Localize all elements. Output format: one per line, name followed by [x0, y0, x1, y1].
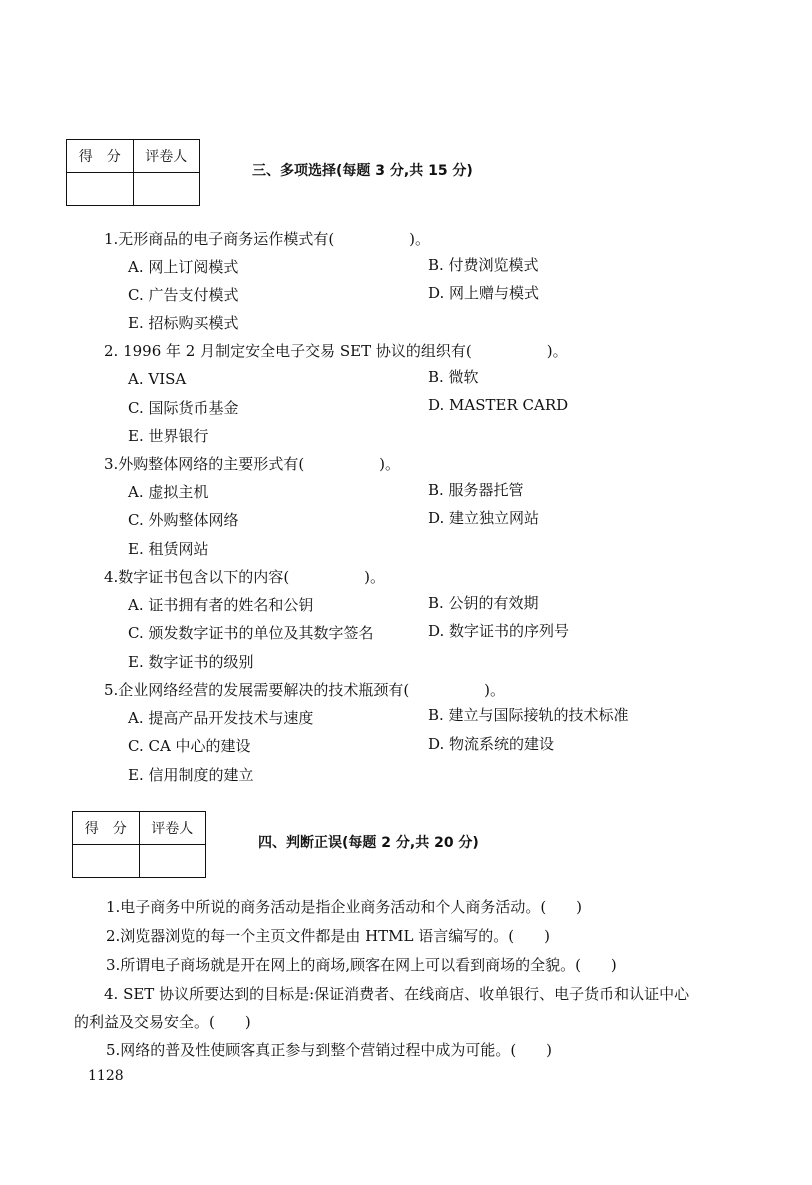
score-cell[interactable] [67, 173, 134, 206]
option: A. 虚拟主机 [128, 483, 209, 501]
option: E. 数字证书的级别 [128, 653, 254, 671]
option: A. 证书拥有者的姓名和公钥 [128, 596, 314, 614]
score-table-section4 [72, 811, 206, 878]
judgment-item: 5.网络的普及性使顾客真正参与到整个营销过程中成为可能。( ) [106, 1041, 553, 1059]
option: D. 建立独立网站 [428, 509, 540, 527]
option: E. 租赁网站 [128, 540, 209, 558]
grader-cell[interactable] [133, 173, 199, 206]
option: B. 付费浏览模式 [428, 256, 539, 274]
option: C. 外购整体网络 [128, 511, 239, 529]
option: D. 数字证书的序列号 [428, 622, 570, 640]
grader-header: 评卷人 [133, 140, 199, 173]
judgment-item: 3.所谓电子商场就是开在网上的商场,顾客在网上可以看到商场的全貌。( ) [106, 956, 617, 974]
option: B. 微软 [428, 368, 479, 386]
grader-cell[interactable] [139, 845, 205, 878]
judgment-item: 4. SET 协议所要达到的目标是:保证消费者、在线商店、收单银行、电子货币和认证中心 [104, 985, 690, 1003]
score-header: 得 分 [67, 140, 134, 173]
judgment-item-continued: 的利益及交易安全。( ) [74, 1013, 251, 1031]
question-stem: 2. 1996 年 2 月制定安全电子交易 SET 协议的组织有( )。 [104, 342, 568, 360]
option: C. CA 中心的建设 [128, 737, 251, 755]
grader-header: 评卷人 [139, 812, 205, 845]
option: A. 提高产品开发技术与速度 [128, 709, 314, 727]
question-stem: 4.数字证书包含以下的内容( )。 [104, 568, 386, 586]
option: E. 世界银行 [128, 427, 209, 445]
judgment-item: 2.浏览器浏览的每一个主页文件都是由 HTML 语言编写的。( ) [106, 927, 550, 945]
judgment-item: 1.电子商务中所说的商务活动是指企业商务活动和个人商务活动。( ) [106, 898, 583, 916]
option: A. 网上订阅模式 [128, 258, 239, 276]
option: B. 公钥的有效期 [428, 594, 539, 612]
option: B. 服务器托管 [428, 481, 524, 499]
option: E. 招标购买模式 [128, 314, 239, 332]
question-stem: 5.企业网络经营的发展需要解决的技术瓶颈有( )。 [104, 681, 506, 699]
score-table-section3 [66, 139, 200, 206]
option: D. 物流系统的建设 [428, 735, 555, 753]
question-stem: 1.无形商品的电子商务运作模式有( )。 [104, 230, 431, 248]
page-number: 1128 [88, 1068, 124, 1084]
option: E. 信用制度的建立 [128, 766, 254, 784]
option: D. MASTER CARD [428, 396, 569, 414]
option: C. 国际货币基金 [128, 399, 239, 417]
section4-title: 四、判断正误(每题 2 分,共 20 分) [258, 835, 479, 851]
option: C. 颁发数字证书的单位及其数字签名 [128, 624, 374, 642]
section3-title: 三、多项选择(每题 3 分,共 15 分) [252, 163, 473, 179]
option: A. VISA [128, 370, 187, 388]
score-header: 得 分 [73, 812, 140, 845]
option: C. 广告支付模式 [128, 286, 239, 304]
option: B. 建立与国际接轨的技术标准 [428, 706, 629, 724]
option: D. 网上赠与模式 [428, 284, 540, 302]
score-cell[interactable] [73, 845, 140, 878]
question-stem: 3.外购整体网络的主要形式有( )。 [104, 455, 401, 473]
